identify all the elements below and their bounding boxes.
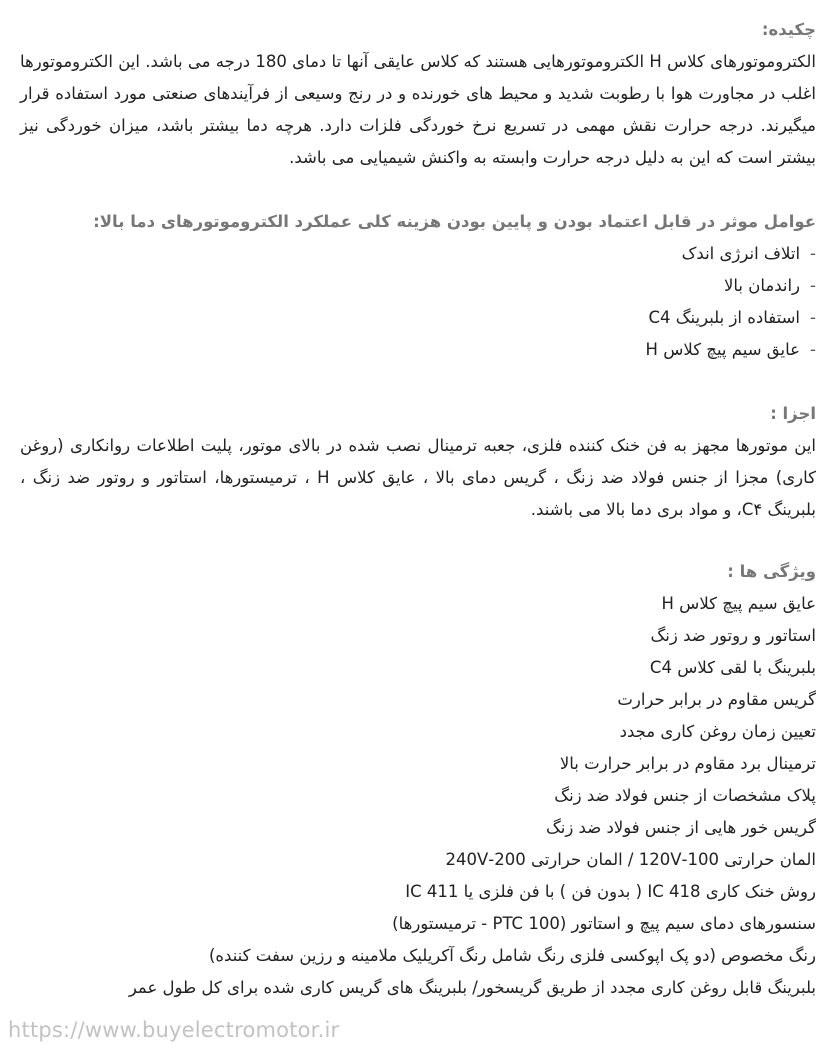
dash-bullet: -	[810, 340, 816, 359]
list-item: المان حرارتی 100-120V / المان حرارتی 200-240V	[445, 850, 816, 869]
summary-paragraph	[20, 46, 816, 174]
summary-line: بیشتر باشد، میزان خوردگی نیز بیشتر است که این به دلیل درجه حرارت وابسته به واکنش شیمیایی می باشد.	[20, 116, 816, 167]
list-item: سنسورهای دمای سیم پیچ و استاتور (PTC 100 - ترمیستورها)	[392, 914, 816, 933]
list-item-text: عایق سیم پیچ کلاس H	[645, 340, 801, 359]
list-item: گریس خور هایی از جنس فولاد ضد زنگ	[545, 818, 816, 837]
list-item	[20, 334, 816, 366]
list-item-text: راندمان بالا	[723, 276, 801, 295]
list-item: ترمینال برد مقاوم در برابر حرارت بالا	[559, 754, 816, 773]
section-spacer	[20, 526, 816, 556]
factors-list	[20, 238, 816, 366]
section-spacer	[20, 174, 816, 206]
features-heading: ویژگی ها :	[727, 562, 816, 581]
components-line: ضد زنگ ، بلبرینگ C۴، و مواد بری دما بالا می باشند.	[20, 468, 816, 519]
summary-line: الکتروموتورهای کلاس H الکتروموتورهایی هستند که کلاس عایقی آنها تا دمای 180 درجه می باشد. این	[118, 52, 817, 71]
list-item-text: اتلاف انرژی اندک	[681, 244, 801, 263]
factors-section	[20, 206, 816, 366]
section-spacer	[20, 366, 816, 398]
dash-bullet: -	[810, 308, 816, 327]
list-item: عایق سیم پیچ کلاس H	[661, 594, 816, 613]
components-line: (روغن کاری) مجزا از جنس فولاد ضد زنگ ، گریس دمای بالا ، عایق کلاس H ، ترمیستورها، استاتور و روتور	[20, 436, 816, 487]
features-section	[20, 556, 816, 1004]
summary-line: صنعتی مورد استفاده قرار میگیرند. درجه حرارت نقش مهمی در تسریع نرخ خوردگی فلزات دارد. هرچه دما	[20, 84, 816, 135]
list-item-text: استفاده از بلبرینگ C4	[648, 308, 801, 327]
website-watermark: https://www.buyelectromotor.ir	[8, 1018, 340, 1042]
list-item	[20, 238, 816, 270]
list-item: گریس مقاوم در برابر حرارت	[617, 690, 816, 709]
components-heading: اجزا :	[770, 404, 816, 423]
factors-heading: عوامل موثر در قابل اعتماد بودن و پایین بودن هزینه کلی عملکرد الکتروموتورهای دما بالا:	[93, 212, 816, 231]
list-item: تعیین زمان روغن کاری مجدد	[619, 722, 816, 741]
summary-section	[20, 14, 816, 174]
features-list	[20, 588, 816, 1004]
list-item: بلبرینگ با لقی کلاس C4	[649, 658, 816, 677]
list-item	[20, 302, 816, 334]
list-item: پلاک مشخصات از جنس فولاد ضد زنگ	[554, 786, 816, 805]
components-paragraph	[20, 430, 816, 526]
summary-heading: چکیده:	[761, 20, 816, 39]
list-item: روش خنک کاری IC 418 ( بدون فن ) با فن فلزی یا IC 411	[405, 882, 816, 901]
list-item: استاتور و روتور ضد زنگ	[650, 626, 816, 645]
summary-line: الکتروموتورها اغلب در مجاورت هوا با رطوبت شدید و محیط های خورنده و در رنج وسیعی از فرآیندهای	[20, 52, 816, 103]
components-line: این موتورها مجهز به فن خنک کننده فلزی، جعبه ترمینال نصب شده در بالای موتور، پلیت اطلاعات روانکاری	[69, 436, 817, 455]
list-item: رنگ مخصوص (دو پک اپوکسی فلزی رنگ شامل رنگ آکریلیک ملامینه و رزین سفت کننده)	[208, 946, 816, 965]
list-item: بلبرینگ قابل روغن کاری مجدد از طریق گریسخور/ بلبرینگ های گریس کاری شده برای کل طول عمر	[128, 978, 816, 997]
dash-bullet: -	[810, 276, 816, 295]
dash-bullet: -	[810, 244, 816, 263]
list-item	[20, 270, 816, 302]
components-section	[20, 398, 816, 526]
